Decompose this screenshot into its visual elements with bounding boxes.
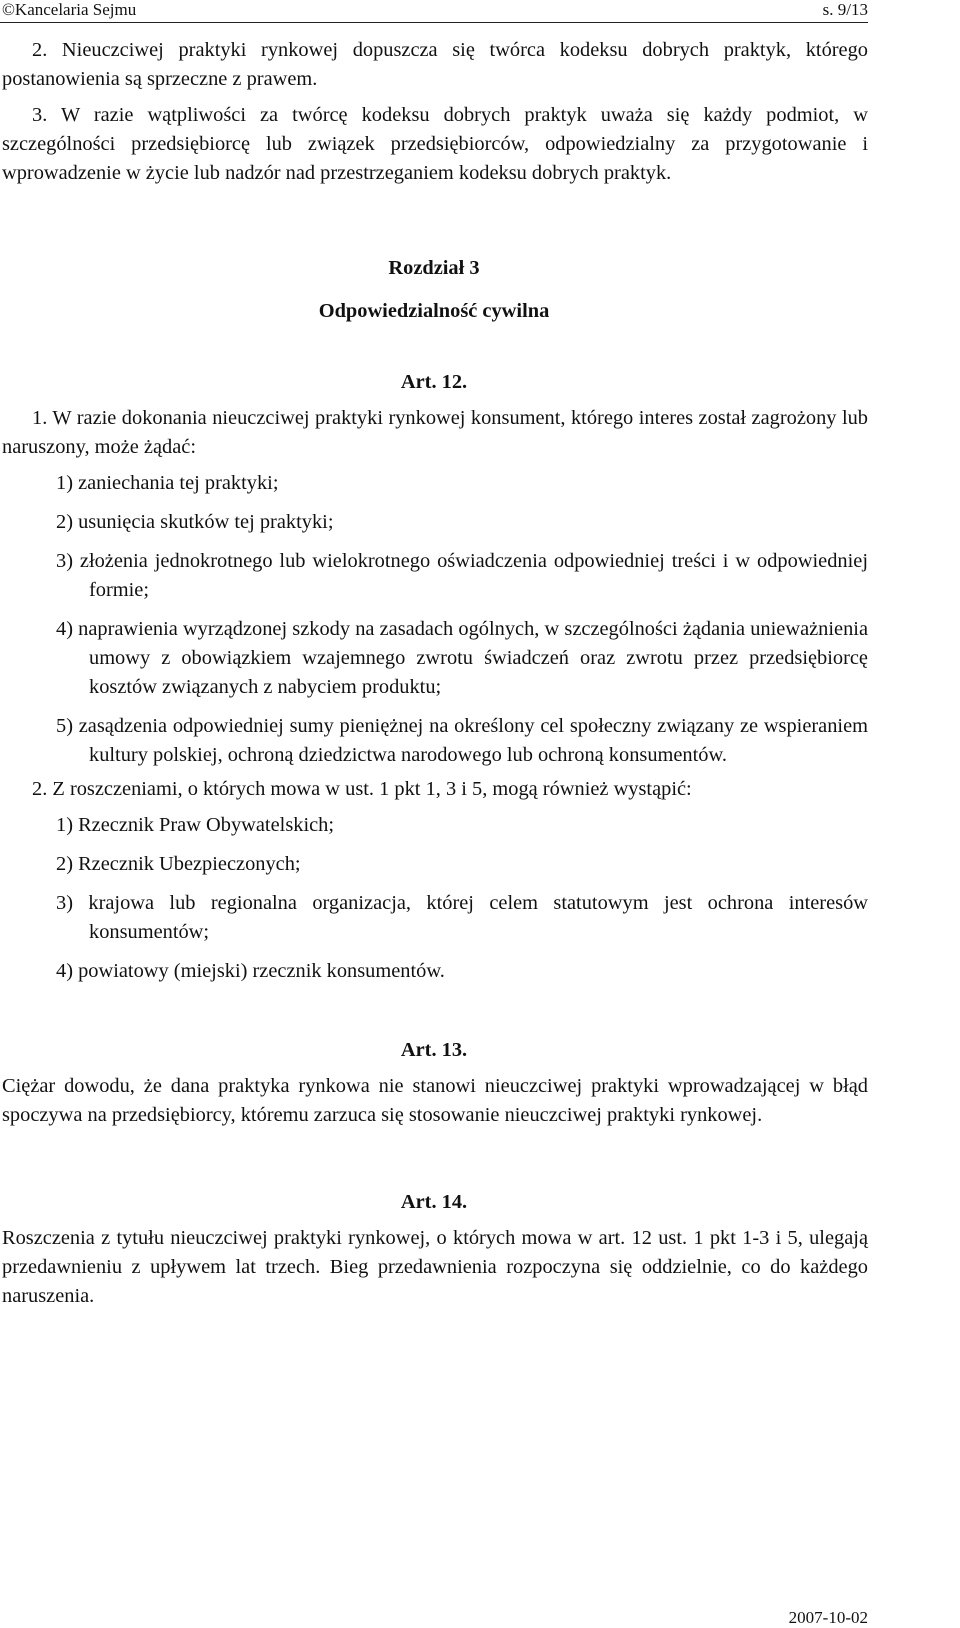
list-item: 1) Rzecznik Praw Obywatelskich;	[56, 814, 335, 836]
header-page-number: s. 9/13	[822, 0, 868, 19]
article-14-body: Roszczenia z tytułu nieuczciwej praktyki rynkowej, o których mowa w art. 12 ust. 1 pkt 1-3 i 5, ulegają przedawnieniu z upływem lat trzech. Bieg przedawnienia rozpoczyna się oddzielnie, co do każdego naruszenia.	[2, 1227, 868, 1307]
list-item: 3) krajowa lub regionalna organizacja, której celem statutowym jest ochrona interesów konsumentów;	[56, 892, 868, 943]
article-14-title: Art. 14.	[400, 1191, 468, 1213]
list-item: 2) usunięcia skutków tej praktyki;	[56, 511, 334, 533]
list-item: 4) powiatowy (miejski) rzecznik konsumentów.	[56, 960, 445, 982]
article-11-paragraph-2: 2. Nieuczciwej praktyki rynkowej dopuszcza się twórca kodeksu dobrych praktyk, którego postanowienia są sprzeczne z prawem.	[2, 39, 868, 90]
footer-date: 2007-10-02	[788, 1608, 868, 1627]
article-13-body: Ciężar dowodu, że dana praktyka rynkowa nie stanowi nieuczciwej praktyki wprowadzającej w błąd spoczywa na przedsiębiorcy, któremu zarzuca się stosowanie nieuczciwej praktyki rynkowej.	[2, 1075, 868, 1126]
list-item: 3) złożenia jednokrotnego lub wielokrotnego oświadczenia odpowiedniej treści i w odpowiedniej formie;	[56, 550, 868, 601]
article-11-paragraph-3: 3. W razie wątpliwości za twórcę kodeksu dobrych praktyk uważa się każdy podmiot, w szczególności przedsiębiorcę lub związek przedsiębiorców, odpowiedzialny za przygotowanie i wprowadzenie w życie lub nadzór nad przestrzeganiem kodeksu dobrych praktyk.	[2, 104, 868, 184]
list-item: 4) naprawienia wyrządzonej szkody na zasadach ogólnych, w szczególności żądania unieważnienia umowy z obowiązkiem wzajemnego zwrotu świadczeń oraz zwrotu przez przedsiębiorcę kosztów związanych z nabyciem produktu;	[56, 618, 868, 698]
chapter-title: Odpowiedzialność cywilna	[318, 300, 550, 322]
article-12-paragraph-2: 2. Z roszczeniami, o których mowa w ust. 1 pkt 1, 3 i 5, mogą również wystąpić:	[32, 778, 692, 800]
article-12-paragraph-1: 1. W razie dokonania nieuczciwej praktyki rynkowej konsument, którego interes został zagrożony lub naruszony, może żądać:	[2, 407, 868, 458]
page-header	[0, 0, 868, 23]
spacer	[0, 1130, 868, 1188]
document-body	[0, 36, 868, 1311]
list-item: 5) zasądzenia odpowiedniej sumy pieniężnej na określony cel społeczny związany ze wspieraniem kultury polskiej, ochroną dziedzictwa narodowego lub ochroną konsumentów.	[56, 715, 868, 766]
spacer	[0, 996, 868, 1036]
article-12-title: Art. 12.	[400, 371, 468, 393]
article-13-title: Art. 13.	[400, 1039, 468, 1061]
chapter-label: Rozdział 3	[388, 257, 480, 279]
list-item: 2) Rzecznik Ubezpieczonych;	[56, 853, 301, 875]
header-publisher: ©Kancelaria Sejmu	[2, 0, 137, 19]
list-item: 1) zaniechania tej praktyki;	[56, 472, 279, 494]
